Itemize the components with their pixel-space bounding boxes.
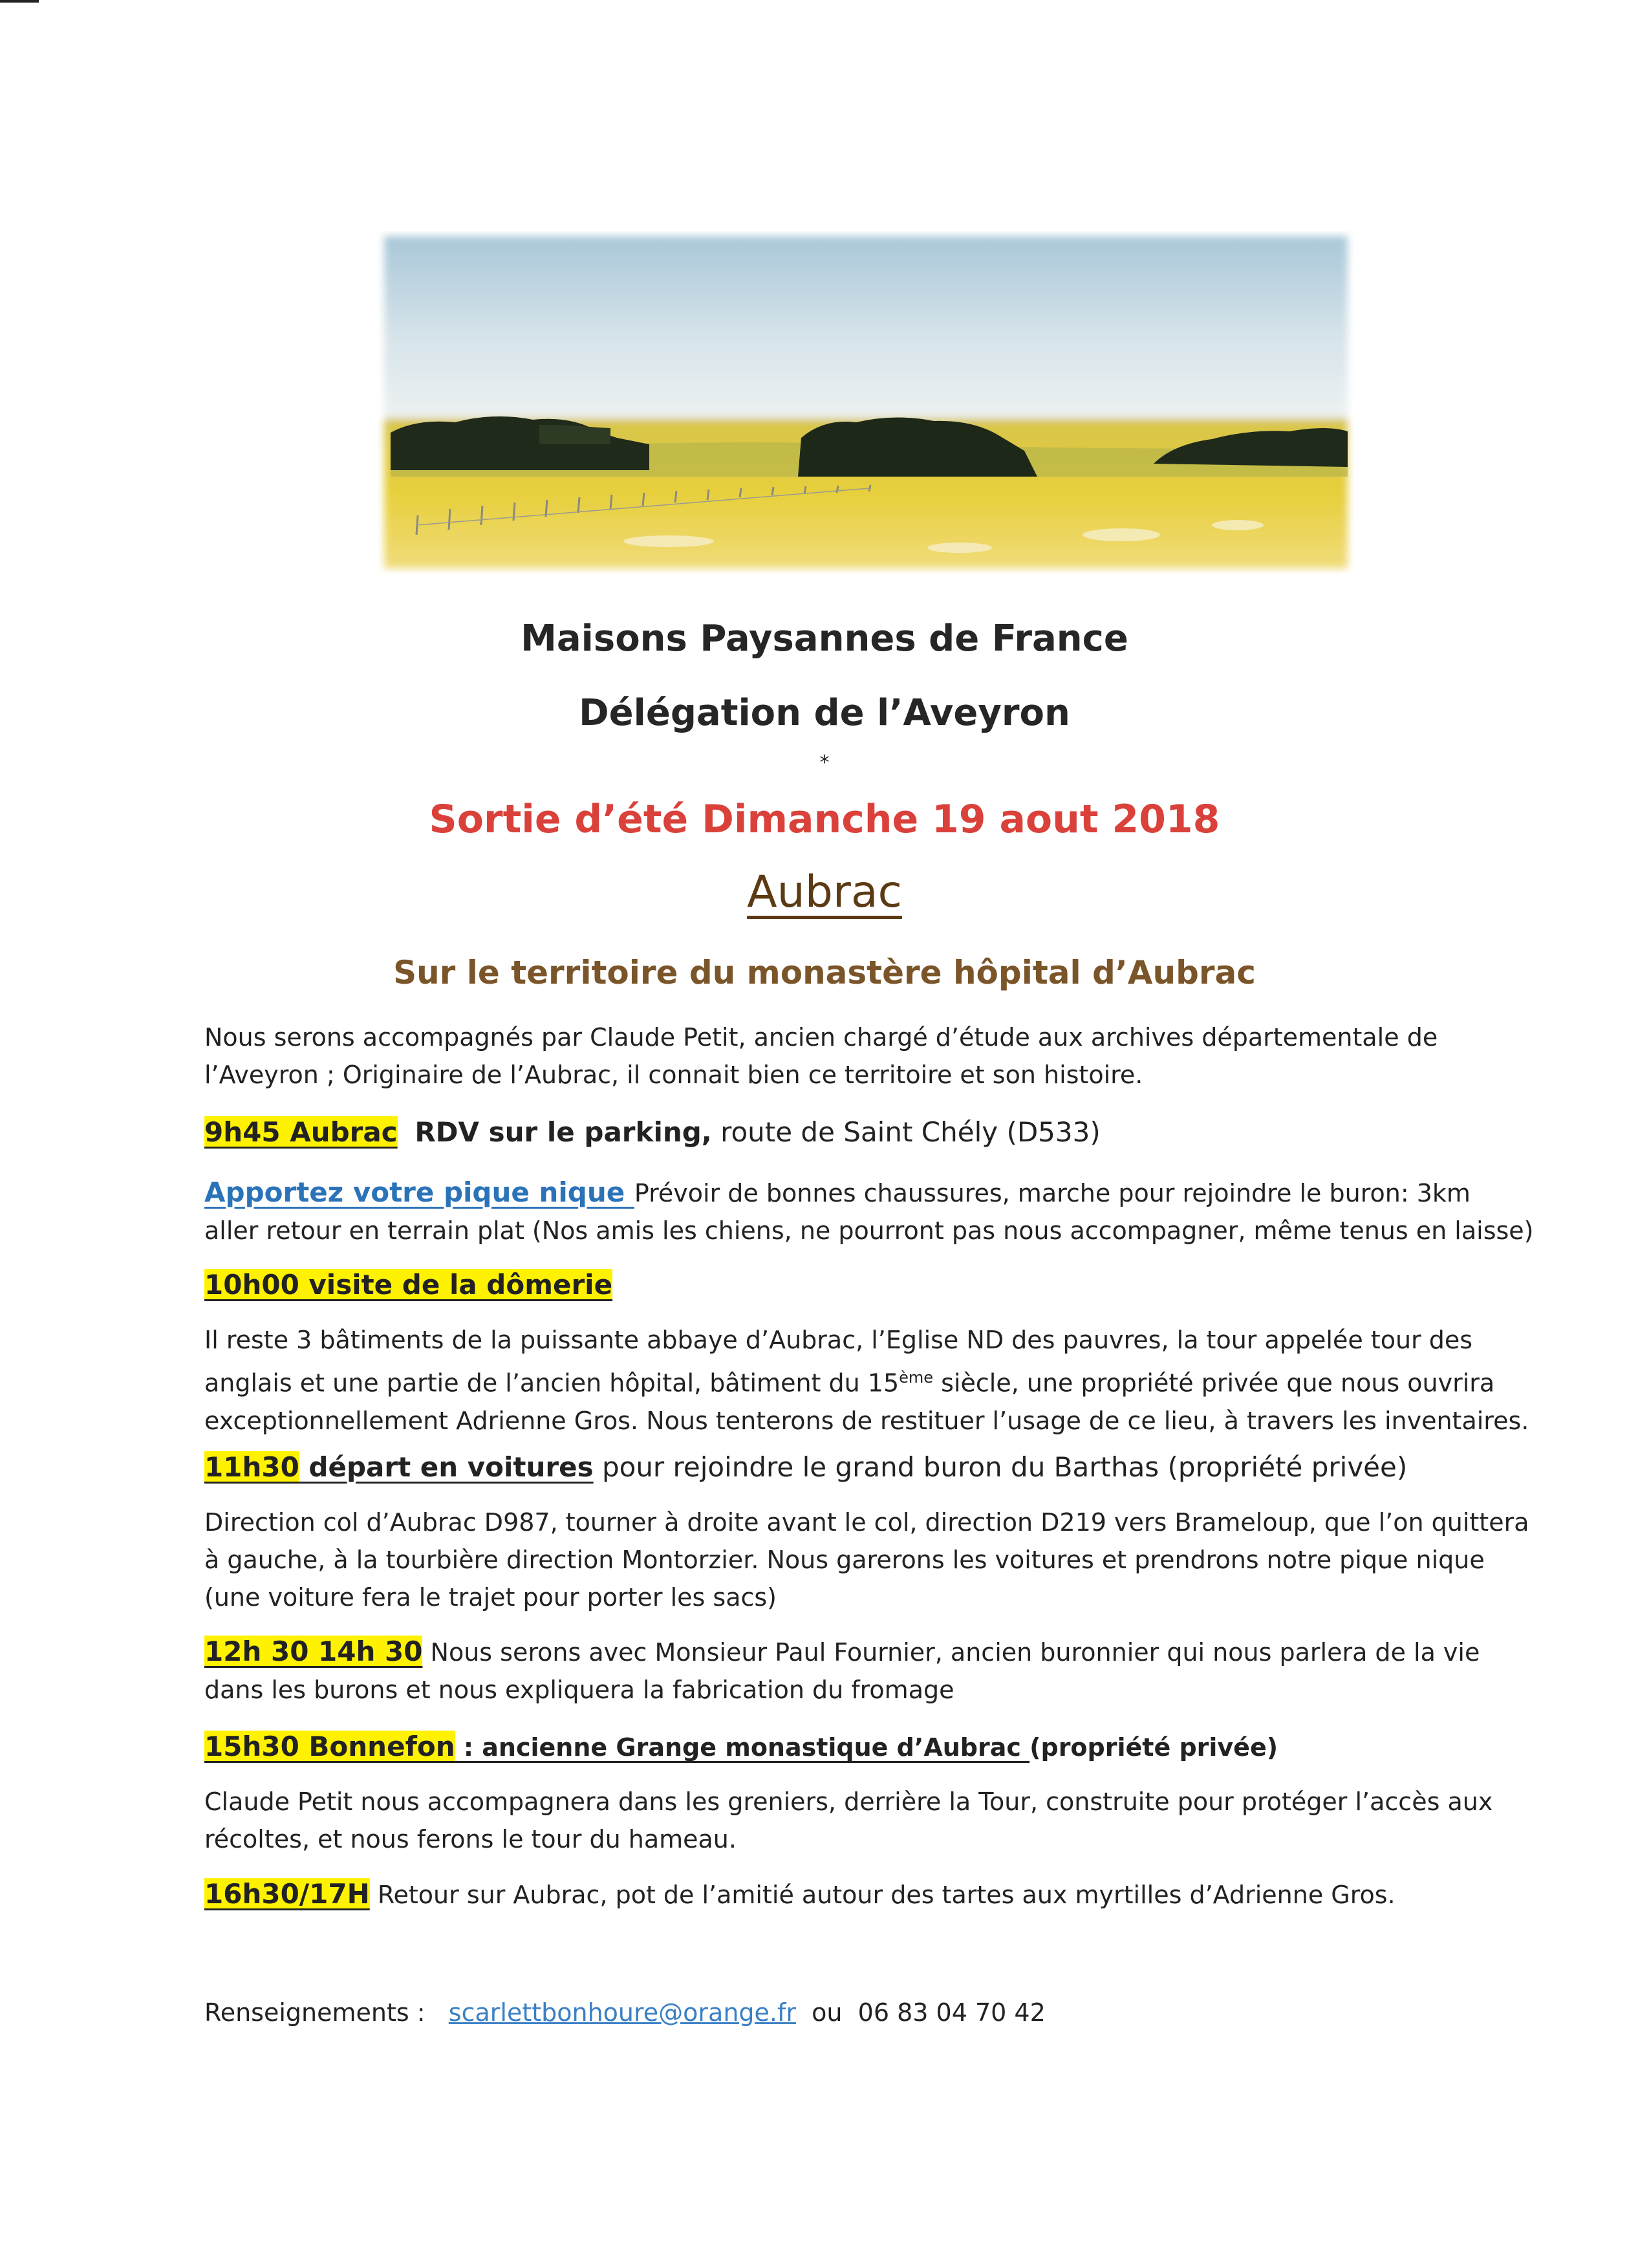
depart-line: Direction col d’Aubrac D987, tourner à droite avant le col, direction D219 vers Brameloup, que l’on quittera: [204, 1508, 1529, 1537]
domerie-line: anglais et une partie de l’ancien hôpital, bâtiment du 15: [204, 1368, 900, 1398]
retour-rest: Retour sur Aubrac, pot de l’amitié autour des tartes aux myrtilles d’Adrienne Gros.: [369, 1881, 1396, 1909]
subtitle: Sur le territoire du monastère hôpital d’Aubrac: [393, 954, 1256, 991]
depart-time: 11h30: [204, 1451, 299, 1483]
bonnefon-line: récoltes, et nous ferons le tour du hameau.: [204, 1825, 737, 1853]
bonnefon-line: Claude Petit nous accompagnera dans les greniers, derrière la Tour, construite pour protéger l’accès aux: [204, 1787, 1493, 1816]
buron-line: Nous serons avec Monsieur Paul Fournier, ancien buronnier qui nous parlera de la vie: [422, 1638, 1480, 1667]
event-title: Sortie d’été Dimanche 19 aout 2018: [429, 797, 1220, 842]
bonnefon-paragraph: [204, 1783, 1493, 1858]
contact-label: Renseignements :: [204, 1998, 433, 2027]
domerie-line: siècle, une propriété privée que nous ouvrira: [933, 1368, 1495, 1398]
scan-mark: [0, 0, 39, 3]
intro-line: Nous serons accompagnés par Claude Petit, ancien chargé d’étude aux archives départementale de: [204, 1023, 1438, 1052]
picnic-line: aller retour en terrain plat (Nos amis les chiens, ne pourront pas nous accompagner, même tenus en laisse): [204, 1216, 1534, 1245]
bonnefon-rest: (propriété privée): [1029, 1733, 1278, 1762]
depart-heading-row: [204, 1449, 1472, 1486]
depart-line: à gauche, à la tourbière direction Montorzier. Nous garerons les voitures et prendrons notre pique nique: [204, 1546, 1485, 1574]
contact-phone: 06 83 04 70 42: [857, 1998, 1046, 2027]
domerie-paragraph: [204, 1321, 1529, 1440]
contact-email-link[interactable]: scarlettbonhoure@orange.fr: [448, 1998, 796, 2027]
depart-line: (une voiture fera le trajet pour porter les sacs): [204, 1583, 777, 1612]
bonnefon-underlined: : ancienne Grange monastique d’Aubrac: [455, 1733, 1030, 1762]
bonnefon-heading-row: [204, 1728, 1472, 1766]
place-title-text: Aubrac: [747, 867, 902, 918]
picnic-line: Prévoir de bonnes chaussures, marche pour rejoindre le buron: 3km: [634, 1179, 1471, 1207]
buron-line: dans les burons et nous expliquera la fabrication du fromage: [204, 1676, 954, 1704]
rdv-line: [204, 1114, 1472, 1151]
domerie-heading: 10h00 visite de la dômerie: [204, 1269, 613, 1301]
domerie-sup: ème: [899, 1368, 934, 1387]
picnic-label: Apportez votre pique nique: [204, 1176, 634, 1208]
depart-rest: pour rejoindre le grand buron du Barthas (propriété privée): [593, 1451, 1408, 1483]
rdv-bold: RDV sur le parking,: [415, 1116, 712, 1148]
picnic-paragraph: [204, 1174, 1534, 1249]
bonnefon-time: 15h30 Bonnefon: [204, 1731, 455, 1762]
rdv-rest: route de Saint Chély (D533): [711, 1116, 1101, 1148]
domerie-line: Il reste 3 bâtiments de la puissante abbaye d’Aubrac, l’Eglise ND des pauvres, la tour appelée tour des: [204, 1326, 1473, 1354]
place-title: [0, 867, 1649, 918]
contact-separator: ou: [796, 1998, 858, 2027]
contact-row: [204, 1994, 1472, 2031]
rdv-time: 9h45 Aubrac: [204, 1116, 398, 1148]
aubrac-landscape-image: [378, 231, 1354, 574]
title-separator: *: [819, 751, 830, 774]
domerie-line: exceptionnellement Adrienne Gros. Nous tenterons de restituer l’usage de ce lieu, à travers les inventaires.: [204, 1406, 1529, 1435]
intro-paragraph: [204, 1019, 1472, 1094]
intro-line: l’Aveyron ; Originaire de l’Aubrac, il connait bien ce territoire et son histoire.: [204, 1061, 1143, 1089]
buron-paragraph: [204, 1633, 1480, 1709]
buron-time: 12h 30 14h 30: [204, 1636, 423, 1667]
retour-time: 16h30/17H: [204, 1878, 370, 1910]
depart-paragraph: [204, 1504, 1529, 1616]
depart-bold: départ en voitures: [299, 1451, 594, 1483]
domerie-heading-row: [204, 1266, 1472, 1304]
title-organisation: Maisons Paysannes de France: [521, 618, 1128, 660]
retour-row: [204, 1875, 1472, 1914]
title-delegation: Délégation de l’Aveyron: [579, 692, 1070, 734]
